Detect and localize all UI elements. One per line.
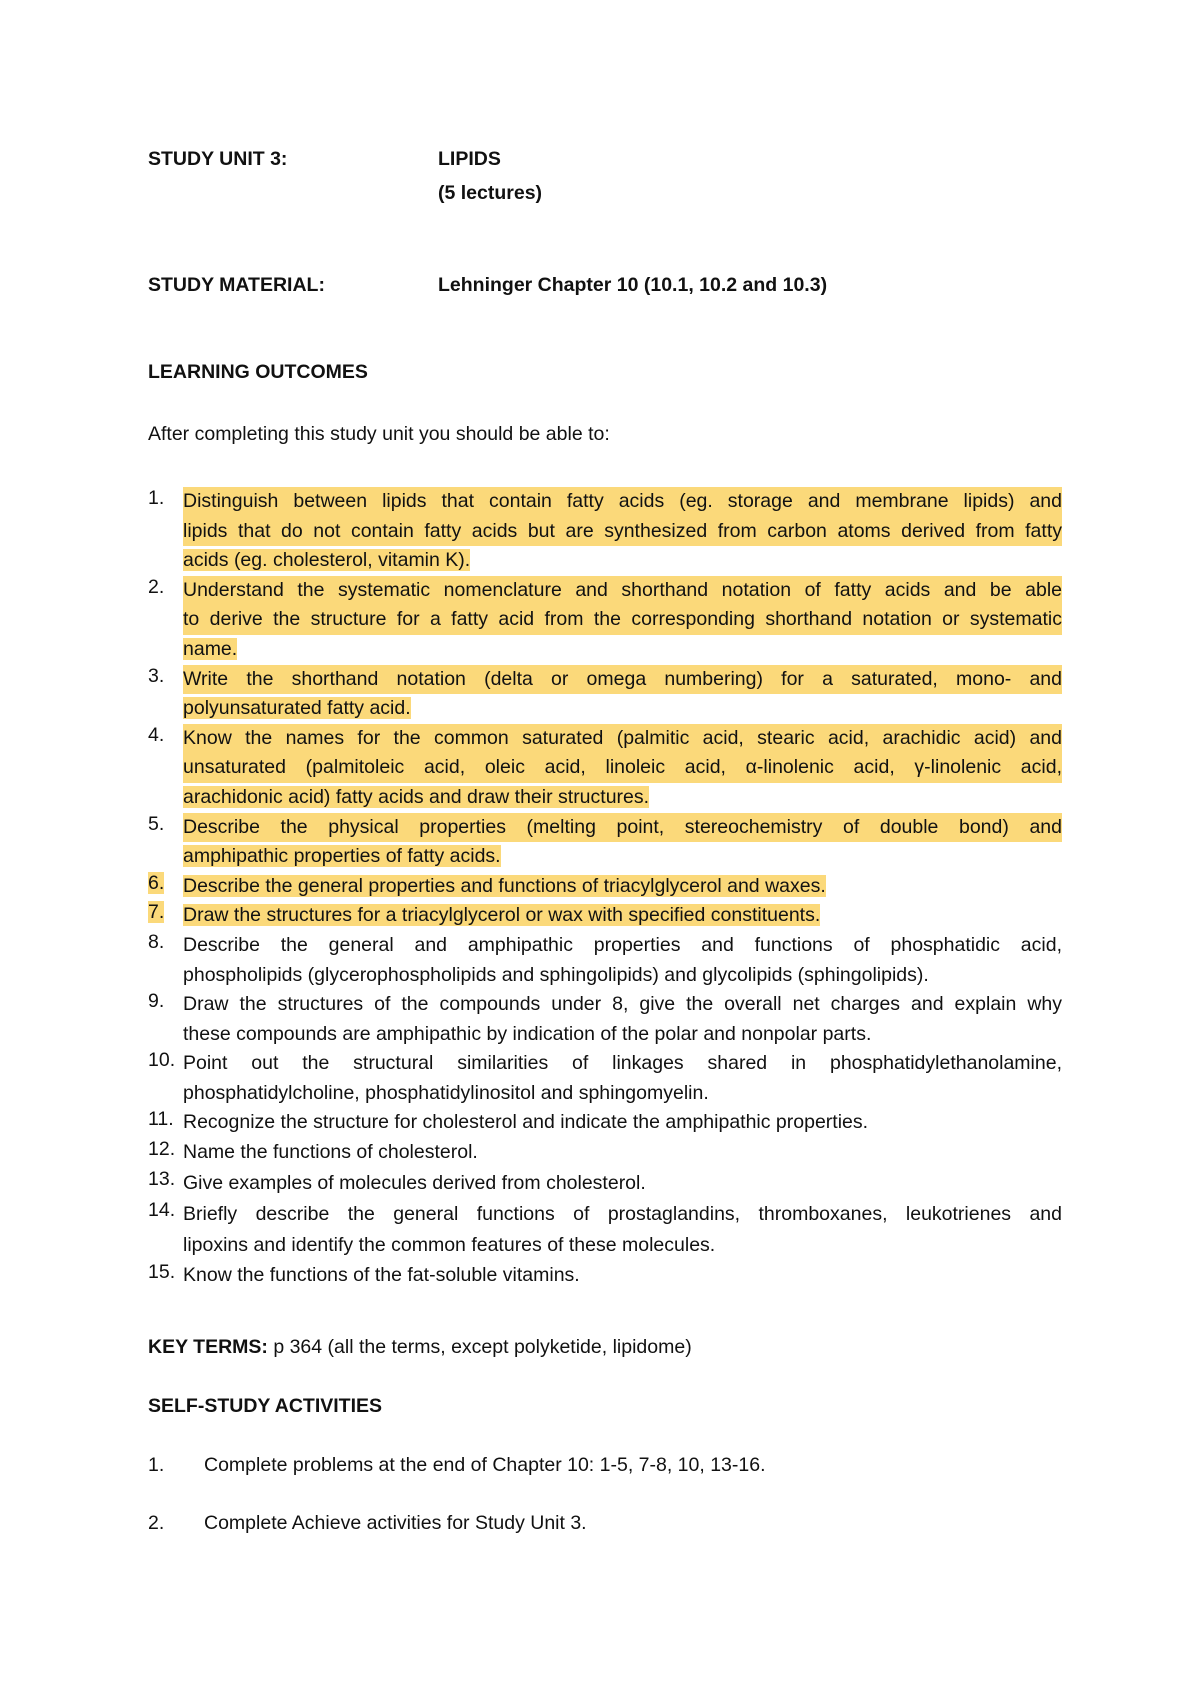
outcome-line: Point out the structural similarities of linkages shared in phosphatidylethanolamine,: [183, 1052, 1062, 1075]
key-terms-value: p 364 (all the terms, except polyketide, lipidome): [267, 1336, 692, 1358]
outcome-number: 3.: [148, 664, 165, 687]
outcome-line: Name the functions of cholesterol.: [183, 1141, 478, 1164]
outcome-line: Write the shorthand notation (delta or omega numbering) for a saturated, mono- and: [183, 665, 1062, 695]
outcome-number: 11.: [148, 1108, 174, 1131]
outcome-number: 13.: [148, 1167, 176, 1190]
outcome-line: Understand the systematic nomenclature and shorthand notation of fatty acids and be able: [183, 576, 1062, 606]
learning-outcomes-intro: After completing this study unit you should be able to:: [148, 423, 610, 445]
outcome-line: arachidonic acid) fatty acids and draw their structures.: [183, 785, 650, 808]
outcome-item-13: [148, 1168, 1062, 1199]
outcome-item-4: [148, 724, 1062, 813]
outcome-number: 7.: [148, 901, 165, 924]
outcome-line: Describe the general properties and functions of triacylglycerol and waxes.: [183, 874, 826, 897]
outcome-item-10: [148, 1049, 1062, 1108]
outcome-item-15: [148, 1261, 1062, 1291]
outcome-item-3: [148, 665, 1062, 724]
outcome-line: Draw the structures for a triacylglycerol or wax with specified constituents.: [183, 904, 821, 927]
outcome-line: to derive the structure for a fatty acid from the corresponding shorthand notation or systematic: [183, 605, 1062, 635]
self-study-number: 1.: [148, 1454, 165, 1476]
outcome-line: acids (eg. cholesterol, vitamin K).: [183, 549, 471, 572]
lectures-count: (5 lectures): [438, 182, 543, 204]
outcome-line: unsaturated (palmitoleic acid, oleic acid, linoleic acid, α-linolenic acid, γ-linolenic acid,: [183, 753, 1062, 783]
learning-outcomes-list: [148, 487, 1062, 1290]
self-study-number: 2.: [148, 1512, 165, 1534]
self-study-item-1: [148, 1454, 766, 1477]
outcome-number: 1.: [148, 487, 165, 509]
outcome-number: 2.: [148, 575, 165, 598]
outcome-line: Know the functions of the fat-soluble vitamins.: [183, 1263, 580, 1286]
self-study-heading: SELF-STUDY ACTIVITIES: [148, 1395, 383, 1417]
key-terms: [148, 1336, 692, 1359]
outcome-number: 6.: [148, 871, 165, 894]
outcome-line: Draw the structures of the compounds under 8, give the overall net charges and explain why: [183, 993, 1062, 1016]
outcome-item-5: [148, 813, 1062, 872]
outcome-line: Briefly describe the general functions of prostaglandins, thromboxanes, leukotrienes and: [183, 1202, 1062, 1225]
outcome-number: 5.: [148, 812, 165, 835]
outcome-line: these compounds are amphipathic by indication of the polar and nonpolar parts.: [183, 1022, 872, 1045]
outcome-item-2: [148, 576, 1062, 665]
outcome-number: 14.: [148, 1198, 176, 1221]
outcome-line: Describe the physical properties (melting point, stereochemistry of double bond) and: [183, 813, 1062, 843]
outcome-item-8: [148, 931, 1062, 990]
study-material-label: STUDY MATERIAL:: [148, 274, 325, 296]
outcome-number: 8.: [148, 930, 165, 953]
outcome-item-6: [148, 872, 1062, 902]
outcome-item-14: [148, 1199, 1062, 1261]
outcome-line: phospholipids (glycerophospholipids and sphingolipids) and glycolipids (sphingolipids).: [183, 963, 929, 986]
outcome-item-9: [148, 990, 1062, 1049]
outcome-number: 12.: [148, 1138, 176, 1161]
outcome-item-11: [148, 1108, 1062, 1138]
outcome-number: 15.: [148, 1260, 176, 1283]
self-study-text: Complete problems at the end of Chapter 10: 1-5, 7-8, 10, 13-16.: [204, 1454, 766, 1476]
outcome-line: amphipathic properties of fatty acids.: [183, 845, 501, 868]
outcome-number: 9.: [148, 990, 165, 1013]
key-terms-label: KEY TERMS:: [148, 1336, 268, 1358]
study-material-value: Lehninger Chapter 10 (10.1, 10.2 and 10.3): [438, 274, 828, 296]
outcome-line: Recognize the structure for cholesterol and indicate the amphipathic properties.: [183, 1111, 869, 1134]
outcome-number: 4.: [148, 723, 165, 746]
outcome-number: 10.: [148, 1049, 176, 1072]
outcome-line: Know the names for the common saturated (palmitic acid, stearic acid, arachidic acid) and: [183, 724, 1062, 754]
outcome-line: phosphatidylcholine, phosphatidylinositol and sphingomyelin.: [183, 1081, 709, 1104]
outcome-line: lipoxins and identify the common features of these molecules.: [183, 1233, 716, 1256]
outcome-line: Describe the general and amphipathic properties and functions of phosphatidic acid,: [183, 933, 1062, 956]
study-unit-label: STUDY UNIT 3:: [148, 148, 288, 170]
self-study-text: Complete Achieve activities for Study Unit 3.: [204, 1512, 587, 1534]
outcome-line: name.: [183, 637, 238, 660]
outcome-item-1: [148, 487, 1062, 576]
self-study-item-2: [148, 1512, 587, 1535]
study-unit-title: LIPIDS: [438, 148, 501, 170]
outcome-line: Distinguish between lipids that contain fatty acids (eg. storage and membrane lipids) and: [183, 487, 1062, 517]
outcome-line: polyunsaturated fatty acid.: [183, 697, 411, 720]
outcome-line: Give examples of molecules derived from cholesterol.: [183, 1171, 646, 1194]
outcome-line: lipids that do not contain fatty acids but are synthesized from carbon atoms derived from fatty: [183, 517, 1062, 547]
learning-outcomes-heading: LEARNING OUTCOMES: [148, 361, 368, 383]
outcome-item-12: [148, 1138, 1062, 1168]
outcome-item-7: [148, 901, 1062, 931]
